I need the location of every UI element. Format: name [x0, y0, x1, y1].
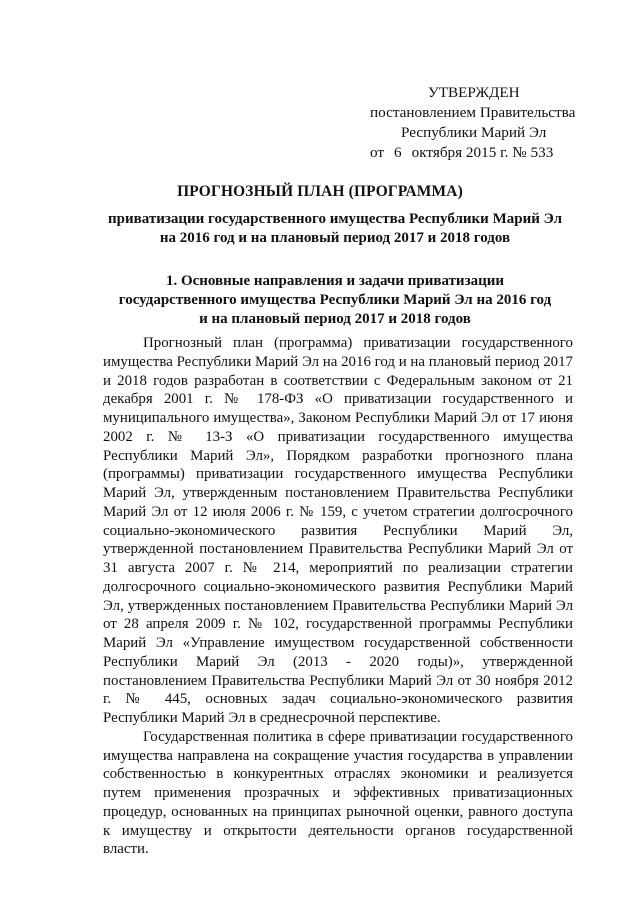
approval-date-prefix: от	[370, 144, 385, 161]
approval-number: 533	[530, 144, 554, 161]
subtitle-line-2: на 2016 год и на плановый период 2017 и 2018 годов	[159, 230, 511, 246]
section-heading-line-1: 1. Основные направления и задачи приватизации	[165, 273, 505, 289]
section-heading-line-3: и на плановый период 2017 и 2018 годов	[199, 311, 471, 327]
section-heading	[95, 272, 575, 329]
body-text	[103, 334, 573, 859]
subtitle-line-1: приватизации государственного имущества Республики Марий Эл	[108, 211, 562, 227]
document-subtitle	[95, 210, 575, 248]
paragraph-1: Прогнозный план (программа) приватизации государственного имущества Республики Марий Эл на 2016 год и на плановый период 2017 и 2018 годов разработан в соответствии с Федеральным законом от 21 декабря 2001 г. № 178-ФЗ «О приватизации государственного и муниципального имущества», Законом Республики Марий Эл от 17 июня 2002 г. № 13-З «О приватизации государственного имущества Республики Марий Эл», Порядком разработки прогнозного плана (программы) приватизации государственного имущества Республики Марий Эл, утвержденным постановлением Правительства Республики Марий Эл от 12 июля 2006 г. № 159, с учетом стратегии долгосрочного социально-экономического развития Республики Марий Эл, утвержденной постановлением Правительства Республики Марий Эл от 31 августа 2007 г. № 214, мероприятий по реализации стратегии долгосрочного социально-экономического развития Республики Марий Эл, утвержденных постановлением Правительства Республики Марий Эл от 28 апреля 2009 г. № 102, государственной программы Республики Марий Эл «Управление имуществом государственной собственности Республики Марий Эл (2013 - 2020 годы)», утвержденной постановлением Правительства Республики Марий Эл от 30 ноября 2012 г. № 445, основных задач социально-экономического развития Республики Марий Эл в среднесрочной перспективе.	[103, 335, 573, 726]
document-title: ПРОГНОЗНЫЙ ПЛАН (ПРОГРАММА)	[177, 183, 463, 200]
section-heading-line-2: государственного имущества Республики Марий Эл на 2016 год	[118, 292, 552, 308]
paragraph-2: Государственная политика в сфере приватизации государственного имущества направлена на сокращение участия государства в управлении собственностью в конкурентных отраслях экономики и реализуется путем применения прозрачных и эффективных приватизационных процедур, основанных на принципах рыночной оценки, равного доступа к имуществу и открытости деятельности органов государственной власти.	[103, 728, 573, 858]
approval-issuer: постановлением Правительства	[370, 104, 576, 121]
approval-heading: УТВЕРЖДЕН	[428, 84, 520, 101]
approval-month-year: октября 2015 г.	[411, 144, 509, 161]
approval-republic: Республики Марий Эл	[401, 124, 547, 141]
approval-stamp	[370, 83, 610, 163]
approval-day: 6	[394, 144, 402, 161]
approval-number-sign: №	[512, 144, 527, 161]
approval-date-line	[370, 143, 610, 163]
